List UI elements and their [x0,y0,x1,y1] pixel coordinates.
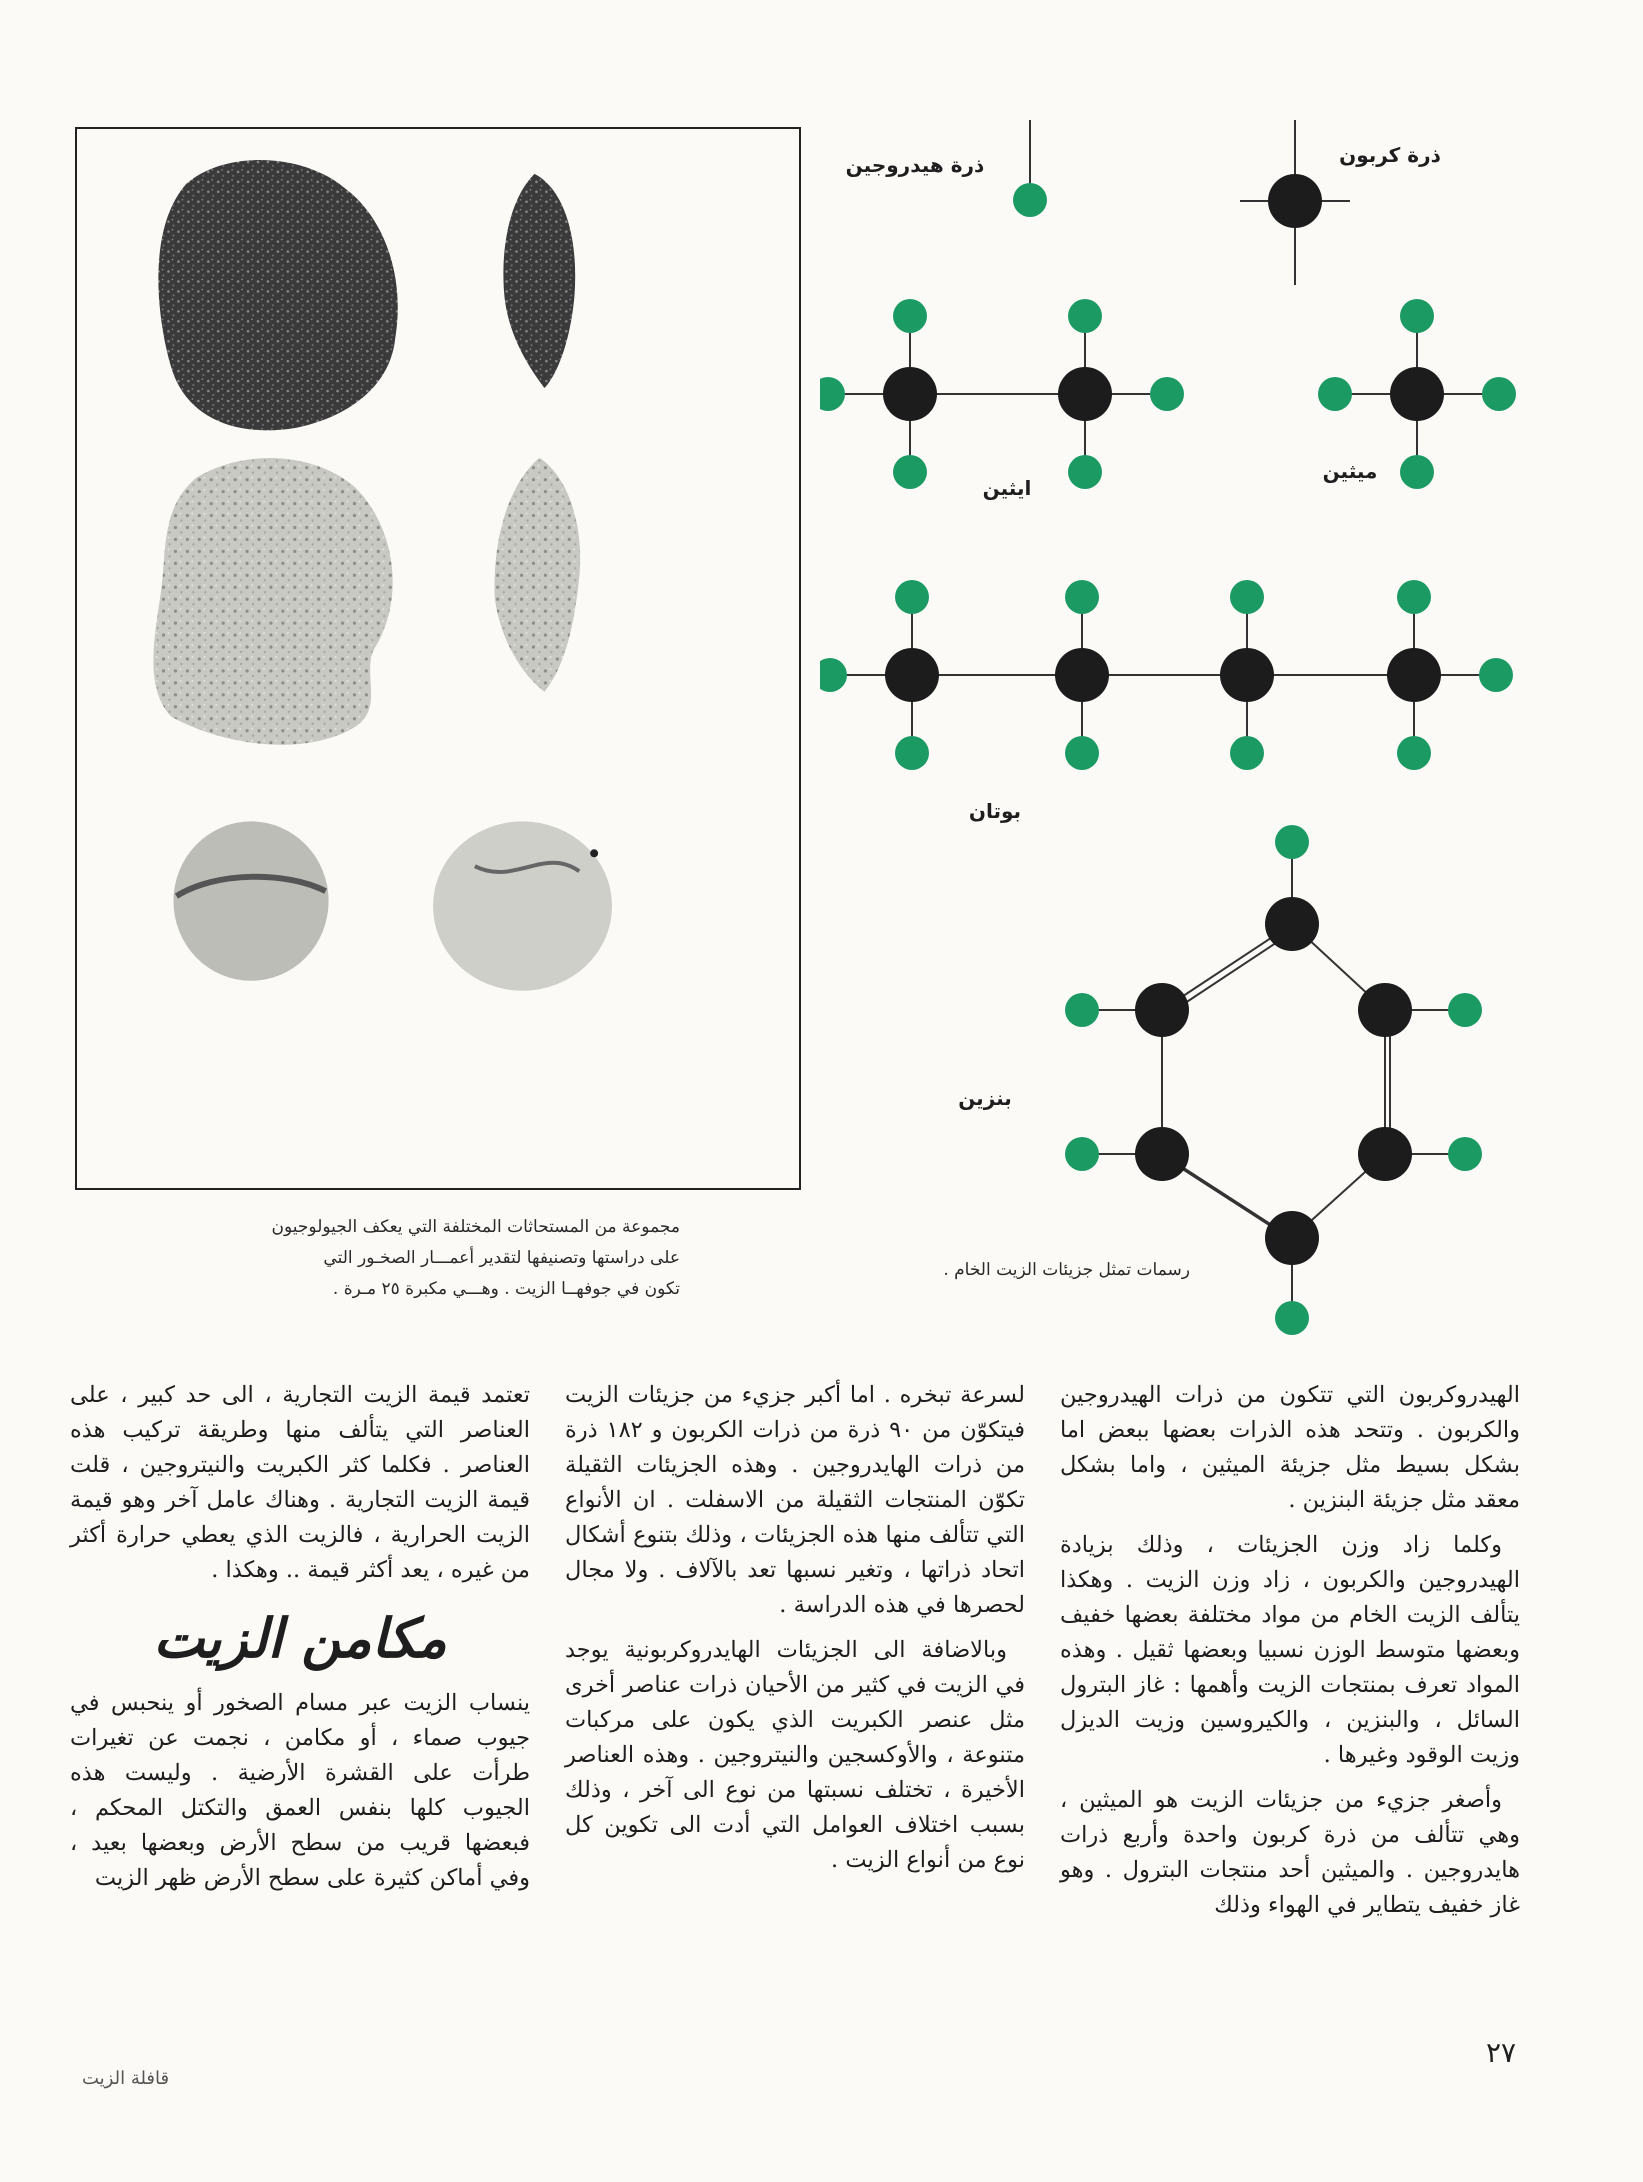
fossil-5 [173,821,328,980]
fossil-photo-panel [75,127,801,1190]
carbon-atom [885,648,939,702]
hydrogen-atom [895,580,929,614]
hydrogen-atom [1065,993,1099,1027]
hydrogen-atom [893,455,927,489]
hydrogen-atom [1065,580,1099,614]
hydrogen-atom [820,377,845,411]
hydrogen-atom [1400,299,1434,333]
carbon-atom [1220,648,1274,702]
hydrogen-atom [1068,455,1102,489]
label-butane: بوتان [968,799,1022,823]
fossil-4 [494,458,580,692]
carbon-atom [1358,1127,1412,1181]
fossil-photo [77,129,799,1188]
label-hydrogen-atom: ذرة هيدروجين [845,153,985,177]
paragraph: تعتمد قيمة الزيت التجارية ، الى حد كبير ، على العناصر التي يتألف منها وطريقة تركيب هذه العناصر . فكلما كثر الكبريت والنيتروجين ، قلت قيمة الزيت التجارية . وهناك عامل آخر وهو قيمة الزيت الحرارية ، فالزيت الذي يعطي حرارة أكثر من غيره ، يعد أكثر قيمة .. وهكذا . [70,1382,530,1583]
carbon-atom [1055,648,1109,702]
page-number: ٢٧ [1486,2036,1517,2069]
carbon-atom [1058,367,1112,421]
section-title: مكامن الزيت [153,1606,447,1670]
label-benzene: بنزين [958,1086,1012,1110]
carbon-atom [1387,648,1441,702]
carbon-atom [883,367,937,421]
hydrogen-atom [1065,736,1099,770]
hydrogen-atom [1448,1137,1482,1171]
hydrogen-atom [1013,183,1047,217]
article-column-3 [70,1378,530,1906]
hydrogen-atom [1230,580,1264,614]
hydrogen-atom [895,736,929,770]
hydrogen-atom [1275,825,1309,859]
carbon-atom [1265,1211,1319,1265]
paragraph: وكلما زاد وزن الجزيئات ، وذلك بزيادة الهيدروجين والكربون ، زاد وزن الزيت . وهكذا يتألف الزيت الخام من مواد مختلفة بعضها خفيف وبعضها متوسط الوزن نسبيا وبعضها ثقيل . وهذه المواد تعرف بمنتجات الزيت وأهمها : غاز البترول السائل ، والبنزين ، والكيروسين وزيت الديزل وزيت الوقود وغيرها . [1060,1532,1520,1768]
label-carbon-atom: ذرة كربون [1339,143,1441,167]
paragraph: الهيدروكربون التي تتكون من ذرات الهيدروجين والكربون . وتتحد هذه الذرات بعضها ببعض اما بشكل بسيط مثل جزيئة الميثين ، واما بشكل معقد مثل جزيئة البنزين . [1060,1382,1520,1513]
hydrogen-atom [1068,299,1102,333]
fossil-2 [503,174,575,388]
paragraph: وأصغر جزيء من جزيئات الزيت هو الميثين ، وهي تتألف من ذرة كربون واحدة وأربع ذرات هايدروجين . والميثين أحد منتجات البترول . وهو غاز خفيف يتطاير في الهواء وذلك [1060,1787,1520,1918]
hydrogen-atom [1448,993,1482,1027]
hydrogen-atom [1318,377,1352,411]
paragraph: وبالاضافة الى الجزيئات الهايدروكربونية يوجد في الزيت في كثير من الأحيان ذرات عناصر أخرى مثل عنصر الكبريت الذي يكون على مركبات متنوعة ، والأوكسجين والنيتروجين . وهذه العناصر الأخيرة ، تختلف نسبتها من نوع الى آخر ، وذلك بسبب اختلاف العوامل التي أدت الى تكوين كل نوع من أنواع الزيت . [565,1637,1025,1873]
article-column-1 [1060,1378,1520,1933]
diagram-caption: رسمات تمثل جزيئات الزيت الخام . [943,1260,1190,1280]
hydrogen-atom [1397,736,1431,770]
article-column-2 [565,1378,1025,1888]
fossil-6 [433,821,612,990]
hydrogen-atom [820,658,847,692]
fossil-3 [153,458,392,745]
atoms [820,174,1516,1335]
carbon-atom [1268,174,1322,228]
carbon-atom [1135,983,1189,1037]
hydrogen-atom [1400,455,1434,489]
paragraph: ينساب الزيت عبر مسام الصخور أو ينحبس في جيوب صماء ، أو مكامن ، نجمت عن تغيرات طرأت على القشرة الأرضية . وليست هذه الجيوب كلها بنفس العمق والتكتل المحكم ، فبعضها قريب من سطح الأرض وبعضها بعيد ، وفي أماكن كثيرة على سطح الأرض ظهر الزيت [70,1690,530,1891]
hydrogen-atom [1230,736,1264,770]
photo-caption-line: تكون في جوفهــا الزيت . وهـــي مكبرة ٢٥ مـرة . [332,1279,680,1299]
magazine-name: قافلة الزيت [82,2068,170,2089]
carbon-atom [1390,367,1444,421]
label-ethane: ايثين [982,476,1032,500]
carbon-atom [1265,897,1319,951]
hydrogen-atom [893,299,927,333]
label-methane: ميثين [1322,459,1378,483]
photo-caption-line: على دراستها وتصنيفها لتقدير أعمـــار الصخـور التي [323,1248,680,1268]
paragraph: لسرعة تبخره . اما أكبر جزيء من جزيئات الزيت فيتكوّن من ٩٠ ذرة من ذرات الكربون و ١٨٢ ذرة من ذرات الهايدروجين . وهذه الجزيئات الثقيلة تكوّن المنتجات الثقيلة من الاسفلت . ان الأنواع التي تتألف منها هذه الجزيئات ، وذلك بتنوع أشكال اتحاد ذراتها ، وتغير نسبها تعد بالآلاف . ولا مجال لحصرها في هذه الدراسة . [565,1382,1025,1618]
hydrogen-atom [1397,580,1431,614]
hydrogen-atom [1275,1301,1309,1335]
hydrogen-atom [1150,377,1184,411]
hydrogen-atom [1479,658,1513,692]
carbon-atom [1135,1127,1189,1181]
hydrogen-atom [1065,1137,1099,1171]
photo-caption-line: مجموعة من المستحاثات المختلفة التي يعكف الجيولوجيون [271,1217,680,1237]
carbon-atom [1358,983,1412,1037]
molecule-diagrams [820,120,1540,1340]
photo-caption [180,1212,680,1305]
hydrogen-atom [1482,377,1516,411]
fossil-1 [158,160,397,430]
